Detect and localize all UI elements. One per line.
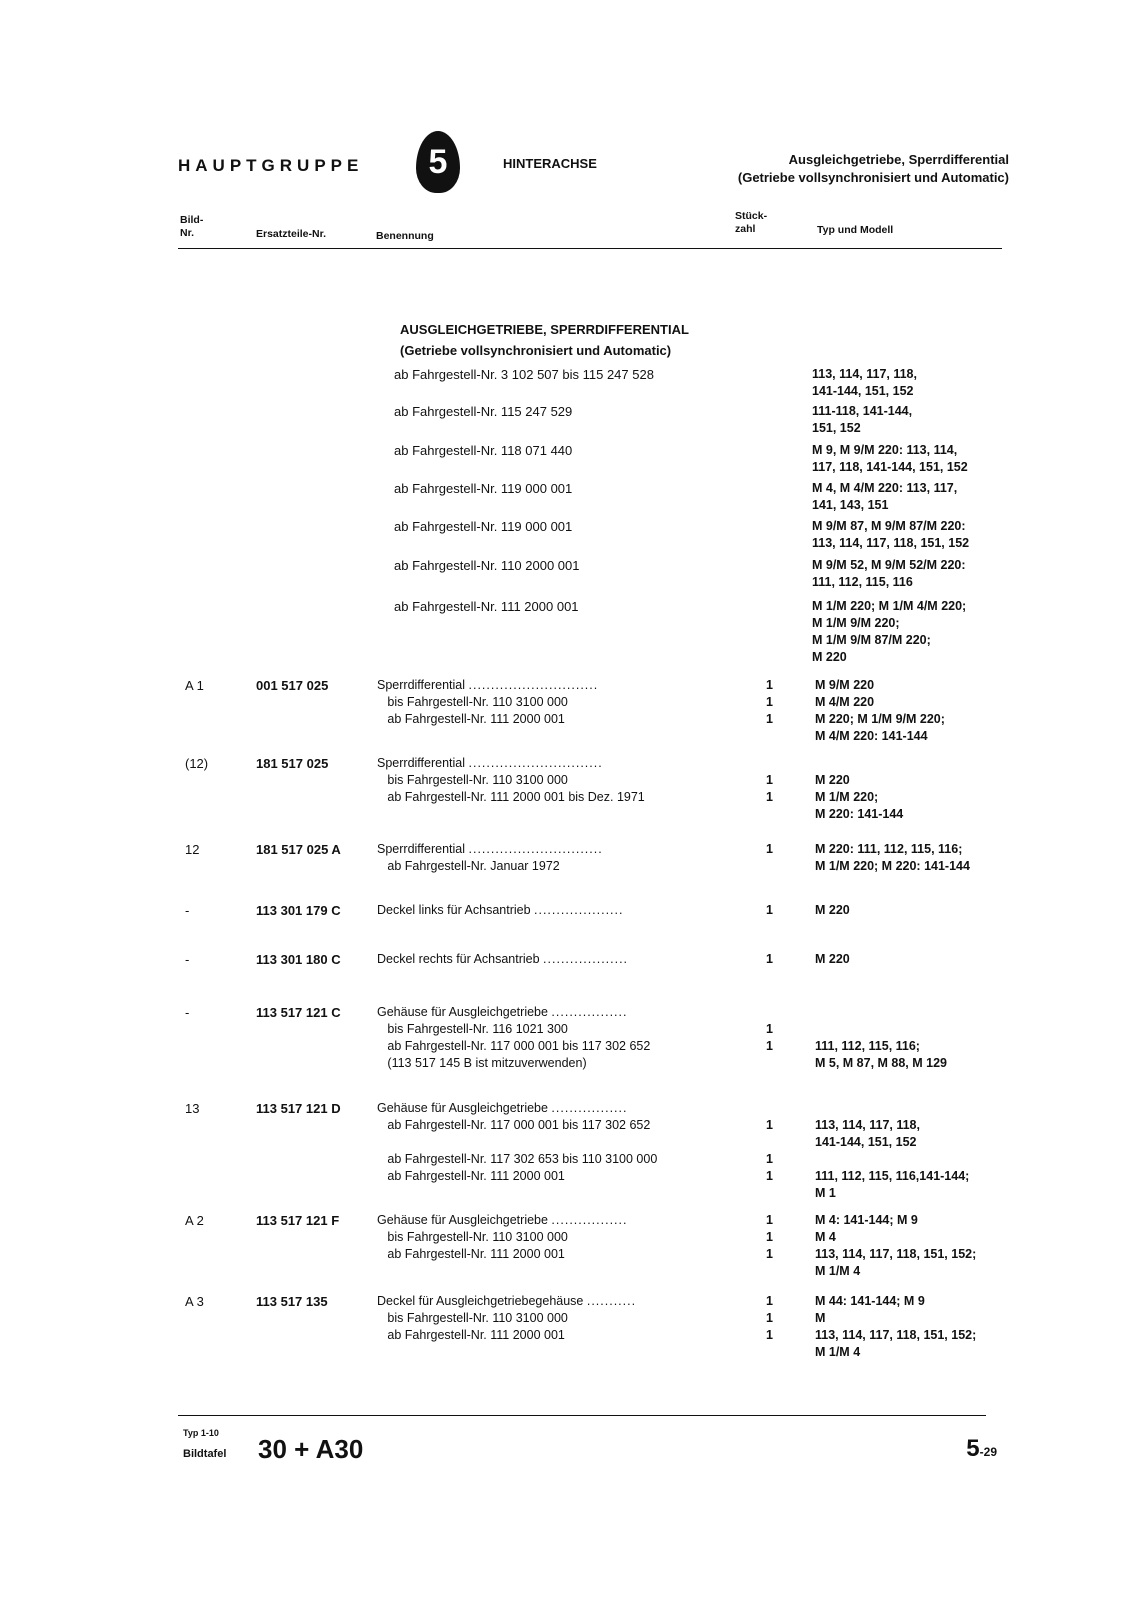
type-model: M 4: 141-144; M 9 M 4 113, 114, 117, 118, 151, 152; M 1/M 4 bbox=[815, 1213, 977, 1278]
part-description-title: Sperrdifferential ............................. bbox=[377, 678, 599, 692]
part-description bbox=[377, 677, 598, 728]
part-number: 113 301 180 C bbox=[256, 952, 341, 967]
part-number: 181 517 025 bbox=[256, 756, 329, 771]
footer-bildtafel-label: Bildtafel bbox=[183, 1448, 227, 1460]
footer-typ: Typ 1-10 bbox=[183, 1428, 219, 1438]
intro-row-text: ab Fahrgestell-Nr. 119 000 001 bbox=[394, 481, 573, 496]
part-description-title: Sperrdifferential .............................. bbox=[377, 756, 603, 770]
intro-title-1: AUSGLEICHGETRIEBE, SPERRDIFFERENTIAL bbox=[400, 322, 689, 337]
intro-row-text: ab Fahrgestell-Nr. 3 102 507 bis 115 247 528 bbox=[394, 367, 654, 382]
quantity: 1 bbox=[766, 903, 773, 917]
type-model: M 220 bbox=[815, 903, 850, 917]
intro-row-models: M 9/M 87, M 9/M 87/M 220: 113, 114, 117, 118, 151, 152 bbox=[812, 519, 970, 550]
intro-row-text: ab Fahrgestell-Nr. 110 2000 001 bbox=[394, 558, 580, 573]
leader-dots: ........... bbox=[586, 1294, 637, 1308]
type-model: 113, 114, 117, 118, 141-144, 151, 152 111, 112, 115, 116,141-144; M 1 bbox=[815, 1118, 970, 1200]
quantity: 1 bbox=[766, 842, 773, 856]
col-benennung: Benennung bbox=[376, 230, 434, 242]
type-model: M 9/M 220 M 4/M 220 M 220; M 1/M 9/M 220; M 4/M 220: 141-144 bbox=[815, 678, 945, 743]
quantity: 1 1 bbox=[766, 1022, 773, 1053]
subtitle-line-1: Ausgleichgetriebe, Sperrdifferential bbox=[788, 152, 1009, 167]
part-description-details: bis Fahrgestell-Nr. 110 3100 000 ab Fahrgestell-Nr. 111 2000 001 bbox=[387, 1230, 568, 1261]
subtitle-line-2: (Getriebe vollsynchronisiert und Automatic) bbox=[737, 170, 1009, 185]
quantity: 1 1 1 bbox=[766, 678, 773, 726]
bild-nr: A 3 bbox=[185, 1294, 204, 1309]
part-description-details: bis Fahrgestell-Nr. 116 1021 300 ab Fahrgestell-Nr. 117 000 001 bis 117 302 652 (113 517 145 B ist mitzuverwenden) bbox=[387, 1022, 651, 1070]
quantity: 1 1 1 bbox=[766, 1118, 773, 1183]
bild-nr: A 1 bbox=[185, 678, 204, 693]
group-number-badge: 5 bbox=[416, 131, 460, 193]
leader-dots: ................. bbox=[551, 1005, 628, 1019]
intro-row-text: ab Fahrgestell-Nr. 119 000 001 bbox=[394, 519, 573, 534]
part-description bbox=[377, 1004, 650, 1072]
intro-row-text: ab Fahrgestell-Nr. 111 2000 001 bbox=[394, 599, 579, 614]
part-description bbox=[377, 755, 645, 806]
leader-dots: .............................. bbox=[468, 842, 603, 856]
part-description-details: ab Fahrgestell-Nr. Januar 1972 bbox=[377, 859, 560, 873]
type-model: 111, 112, 115, 116; M 5, M 87, M 88, M 129 bbox=[815, 1039, 947, 1070]
part-description-details: ab Fahrgestell-Nr. 117 000 001 bis 117 302 652 ab Fahrgestell-Nr. 117 302 653 bis 110 3100 000 ab Fahrgestell-Nr. 111 2000 001 bbox=[387, 1118, 658, 1183]
part-number: 113 517 121 F bbox=[256, 1213, 340, 1228]
leader-dots: ................. bbox=[551, 1213, 628, 1227]
page-number-sub: -29 bbox=[979, 1445, 997, 1459]
intro-row-models: M 1/M 220; M 1/M 4/M 220; M 1/M 9/M 220; M 1/M 9/M 87/M 220; M 220 bbox=[812, 599, 967, 664]
part-description-title: Deckel links für Achsantrieb .................... bbox=[377, 903, 624, 917]
intro-row-models: M 4, M 4/M 220: 113, 117, 141, 143, 151 bbox=[812, 481, 958, 512]
part-description bbox=[377, 1100, 657, 1185]
page-number-main: 5 bbox=[966, 1435, 980, 1462]
intro-row-text: ab Fahrgestell-Nr. 118 071 440 bbox=[394, 443, 573, 458]
col-bild-nr: Bild- Nr. bbox=[180, 214, 204, 239]
intro-row-models: 113, 114, 117, 118, 141-144, 151, 152 bbox=[812, 367, 917, 398]
col-stueckzahl: Stück- zahl bbox=[735, 210, 768, 235]
part-description-title: Deckel rechts für Achsantrieb ................... bbox=[377, 952, 629, 966]
part-number: 113 517 135 bbox=[256, 1294, 328, 1309]
intro-row-models: M 9/M 52, M 9/M 52/M 220: 111, 112, 115, 116 bbox=[812, 558, 966, 589]
type-model: M 220 M 1/M 220; M 220: 141-144 bbox=[815, 773, 904, 821]
section-title: HINTERACHSE bbox=[503, 156, 597, 171]
part-description bbox=[377, 1293, 636, 1344]
part-description bbox=[377, 1212, 627, 1263]
part-description bbox=[377, 951, 628, 968]
part-description-details: bis Fahrgestell-Nr. 110 3100 000 ab Fahrgestell-Nr. 111 2000 001 bbox=[387, 1311, 568, 1342]
page-number bbox=[966, 1435, 997, 1463]
bild-nr: 13 bbox=[185, 1101, 200, 1116]
bild-nr: 12 bbox=[185, 842, 200, 857]
leader-dots: ................. bbox=[551, 1101, 628, 1115]
bild-nr: - bbox=[185, 1005, 190, 1020]
footer-rule bbox=[178, 1415, 986, 1416]
intro-row-text: ab Fahrgestell-Nr. 115 247 529 bbox=[394, 404, 573, 419]
leader-dots: .................... bbox=[534, 903, 624, 917]
section-subtitle bbox=[738, 151, 1009, 187]
leader-dots: ............................. bbox=[468, 678, 599, 692]
part-description bbox=[377, 841, 603, 875]
part-number: 113 301 179 C bbox=[256, 903, 341, 918]
quantity: 1 1 1 bbox=[766, 1294, 773, 1342]
quantity: 1 1 1 bbox=[766, 1213, 773, 1261]
part-description-title: Gehäuse für Ausgleichgetriebe ................. bbox=[377, 1005, 628, 1019]
leader-dots: .............................. bbox=[468, 756, 603, 770]
quantity: 1 1 bbox=[766, 773, 773, 804]
part-description-title: Gehäuse für Ausgleichgetriebe ................. bbox=[377, 1213, 628, 1227]
part-description bbox=[377, 902, 623, 919]
type-model: M 220 bbox=[815, 952, 850, 966]
bild-nr: - bbox=[185, 903, 190, 918]
main-group-label: HAUPTGRUPPE bbox=[178, 156, 364, 175]
part-description-title: Deckel für Ausgleichgetriebegehäuse ........... bbox=[377, 1294, 637, 1308]
header-rule bbox=[178, 248, 1002, 249]
bild-nr: - bbox=[185, 952, 190, 967]
part-number: 001 517 025 bbox=[256, 678, 329, 693]
part-description-details: bis Fahrgestell-Nr. 110 3100 000 ab Fahrgestell-Nr. 111 2000 001 bbox=[387, 695, 568, 726]
intro-row-models: 111-118, 141-144, 151, 152 bbox=[812, 404, 913, 435]
intro-title-2: (Getriebe vollsynchronisiert und Automatic) bbox=[400, 343, 672, 358]
part-number: 113 517 121 C bbox=[256, 1005, 341, 1020]
footer-bildtafel-value: 30 + A30 bbox=[258, 1434, 364, 1464]
bild-nr: (12) bbox=[185, 756, 209, 771]
part-description-title: Sperrdifferential .............................. bbox=[377, 842, 603, 856]
part-number: 113 517 121 D bbox=[256, 1101, 341, 1116]
part-number: 181 517 025 A bbox=[256, 842, 341, 857]
col-typ-modell: Typ und Modell bbox=[817, 224, 894, 236]
bild-nr: A 2 bbox=[185, 1213, 204, 1228]
type-model: M 220: 111, 112, 115, 116; M 1/M 220; M 220: 141-144 bbox=[815, 842, 970, 873]
leader-dots: ................... bbox=[543, 952, 629, 966]
part-description-details: bis Fahrgestell-Nr. 110 3100 000 ab Fahrgestell-Nr. 111 2000 001 bis Dez. 1971 bbox=[387, 773, 645, 804]
quantity: 1 bbox=[766, 952, 773, 966]
part-description-title: Gehäuse für Ausgleichgetriebe ................. bbox=[377, 1101, 628, 1115]
intro-row-models: M 9, M 9/M 220: 113, 114, 117, 118, 141-144, 151, 152 bbox=[812, 443, 968, 474]
col-ersatzteil: Ersatzteile-Nr. bbox=[256, 228, 327, 240]
type-model: M 44: 141-144; M 9 M 113, 114, 117, 118, 151, 152; M 1/M 4 bbox=[815, 1294, 977, 1359]
